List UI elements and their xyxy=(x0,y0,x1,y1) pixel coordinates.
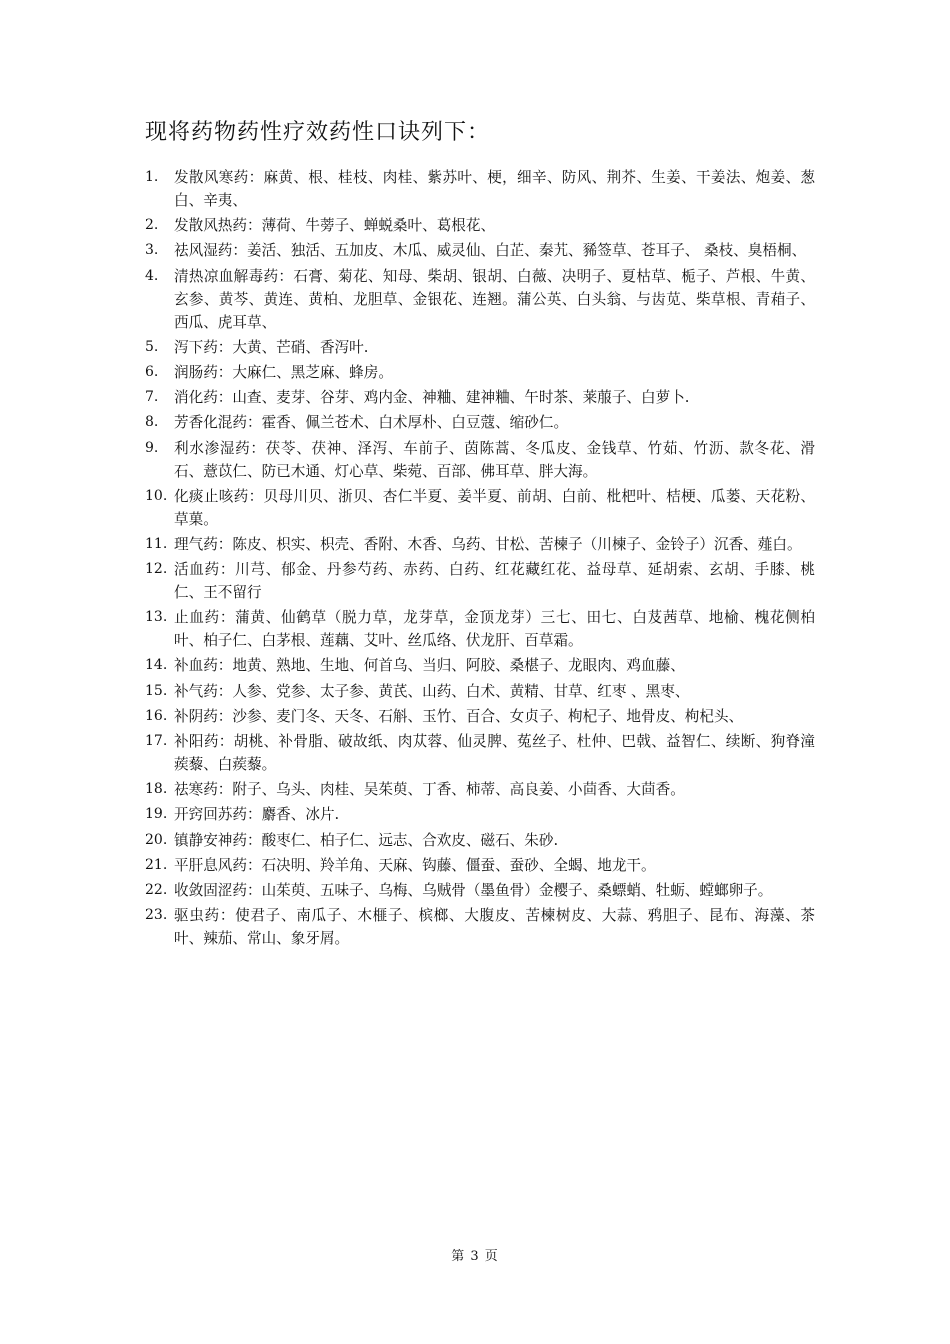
item-number: 7. xyxy=(145,389,159,406)
item-text: 补阴药：沙参、麦门冬、天冬、石斛、玉竹、百合、女贞子、枸杞子、地骨皮、枸杞头、 xyxy=(174,707,744,725)
list-item xyxy=(145,730,815,776)
page-number-footer: 第 3 页 xyxy=(451,1249,499,1264)
item-text: 活血药：川芎、郁金、丹参芍药、赤药、白药、红花藏红花、益母草、延胡索、玄胡、手膝、桃仁、王不留行 xyxy=(174,561,815,602)
item-number: 22. xyxy=(145,881,168,898)
item-text: 清热凉血解毒药：石膏、菊花、知母、柴胡、银胡、白薇、决明子、夏枯草、栀子、芦根、牛黄、玄参、黄芩、黄连、黄柏、龙胆草、金银花、连翘。蒲公英、白头翁、与齿苋、柴草根、青葙子、西瓜、虎耳草、 xyxy=(174,267,815,331)
item-number: 14. xyxy=(145,657,168,674)
item-number: 11. xyxy=(145,535,168,552)
item-text: 芳香化混药：霍香、佩兰苍术、白术厚朴、白豆蔻、缩砂仁。 xyxy=(174,414,569,432)
item-number: 12. xyxy=(145,561,168,578)
list-item xyxy=(145,879,815,902)
list-item xyxy=(145,705,815,728)
item-number: 10. xyxy=(145,487,168,504)
item-text: 发散风热药：薄荷、牛蒡子、蝉蜕桑叶、葛根花、 xyxy=(174,217,496,235)
item-number: 2. xyxy=(145,217,159,234)
item-text: 补气药：人参、党参、太子参、黄芪、山药、白术、黄精、甘草、红枣 、黑枣、 xyxy=(174,682,690,700)
item-text: 润肠药：大麻仁、黑芝麻、蜂房。 xyxy=(174,363,393,381)
item-text: 祛寒药：附子、乌头、肉桂、吴茱萸、丁香、柿蒂、高良姜、小茴香、大茴香。 xyxy=(174,781,685,799)
item-text: 化痰止咳药：贝母川贝、浙贝、杏仁半夏、姜半夏、前胡、白前、枇杷叶、桔梗、瓜蒌、天花粉、草菓。 xyxy=(174,487,815,528)
item-number: 20. xyxy=(145,831,168,848)
item-number: 21. xyxy=(145,856,168,873)
list-item xyxy=(145,437,815,483)
list-item xyxy=(145,166,815,212)
list-item xyxy=(145,485,815,531)
list-item xyxy=(145,239,815,262)
item-number: 1. xyxy=(145,169,159,185)
list-item xyxy=(145,680,815,703)
list-item xyxy=(145,803,815,826)
item-number: 5. xyxy=(145,338,159,355)
item-number: 23. xyxy=(145,907,168,924)
item-number: 3. xyxy=(145,242,159,259)
page-title: 现将药物药性疗效药性口诀列下： xyxy=(145,120,491,145)
item-number: 13. xyxy=(145,609,168,626)
item-text: 止血药：蒲黄、仙鹤草（脱力草，龙芽草，金顶龙芽）三七、田七、白芨茜草、地榆、槐花侧柏叶、柏子仁、白茅根、莲藕、艾叶、丝瓜络、伏龙肝、百草霜。 xyxy=(174,609,815,650)
item-number: 8. xyxy=(145,414,159,431)
list-item xyxy=(145,558,815,604)
item-number: 6. xyxy=(145,363,159,380)
item-text: 平肝息风药：石决明、羚羊角、天麻、钩藤、僵蚕、蚕砂、全蝎、地龙干。 xyxy=(174,856,656,874)
list-item xyxy=(145,336,815,359)
item-number: 15. xyxy=(145,682,168,699)
item-number: 4. xyxy=(145,267,159,284)
item-text: 补血药：地黄、熟地、生地、何首乌、当归、阿胶、桑椹子、龙眼肉、鸡血藤、 xyxy=(174,657,685,675)
herb-list xyxy=(145,166,815,952)
item-number: 16. xyxy=(145,707,168,724)
item-text: 驱虫药：使君子、南瓜子、木榧子、槟榔、大腹皮、苦楝树皮、大蒜、鸦胆子、昆布、海藻、茶叶、辣茄、常山、象牙屑。 xyxy=(174,907,815,948)
item-text: 收敛固涩药：山茱萸、五味子、乌梅、乌贼骨（墨鱼骨）金樱子、桑螵蛸、牡蛎、螳螂卵子。 xyxy=(174,881,773,899)
item-number: 17. xyxy=(145,733,168,749)
item-text: 开窍回苏药：麝香、冰片. xyxy=(174,806,340,824)
list-item xyxy=(145,214,815,237)
list-item xyxy=(145,654,815,677)
list-item xyxy=(145,829,815,852)
list-item xyxy=(145,361,815,384)
list-item xyxy=(145,265,815,334)
list-item xyxy=(145,386,815,409)
list-item xyxy=(145,854,815,877)
item-number: 19. xyxy=(145,806,168,823)
item-text: 消化药：山查、麦芽、谷芽、鸡内金、神粬、建神粬、午时茶、莱菔子、白萝卜. xyxy=(174,389,690,407)
item-text: 发散风寒药：麻黄、根、桂枝、肉桂、紫苏叶、梗，细辛、防风、荆芥、生姜、干姜法、炮姜、葱白、辛夷、 xyxy=(174,169,815,209)
item-text: 镇静安神药：酸枣仁、柏子仁、远志、合欢皮、磁石、朱砂. xyxy=(174,831,559,849)
list-item xyxy=(145,904,815,950)
list-item xyxy=(145,606,815,652)
item-text: 补阳药：胡桃、补骨脂、破故纸、肉苁蓉、仙灵脾、菟丝子、杜仲、巴戟、益智仁、续断、狗脊潼蒺藜、白蒺藜。 xyxy=(174,733,815,773)
list-item xyxy=(145,778,815,801)
item-text: 泻下药：大黄、芒硝、香泻叶. xyxy=(174,338,369,356)
item-text: 理气药：陈皮、枳实、枳壳、香附、木香、乌药、甘松、苦楝子（川楝子、金铃子）沉香、薤白。 xyxy=(174,535,802,553)
list-item xyxy=(145,533,815,556)
item-text: 祛风湿药：姜活、独活、五加皮、木瓜、威灵仙、白芷、秦艽、豨签草、苍耳子、 桑枝、臭梧桐、 xyxy=(174,242,807,260)
list-item xyxy=(145,411,815,434)
item-text: 利水渗湿药：茯苓、茯神、泽泻、车前子、茵陈蒿、冬瓜皮、金钱草、竹茹、竹沥、款冬花、滑石、薏苡仁、防已木通、灯心草、柴菀、百部、佛耳草、胖大海。 xyxy=(174,439,815,480)
item-number: 9. xyxy=(145,439,159,456)
item-number: 18. xyxy=(145,781,168,798)
